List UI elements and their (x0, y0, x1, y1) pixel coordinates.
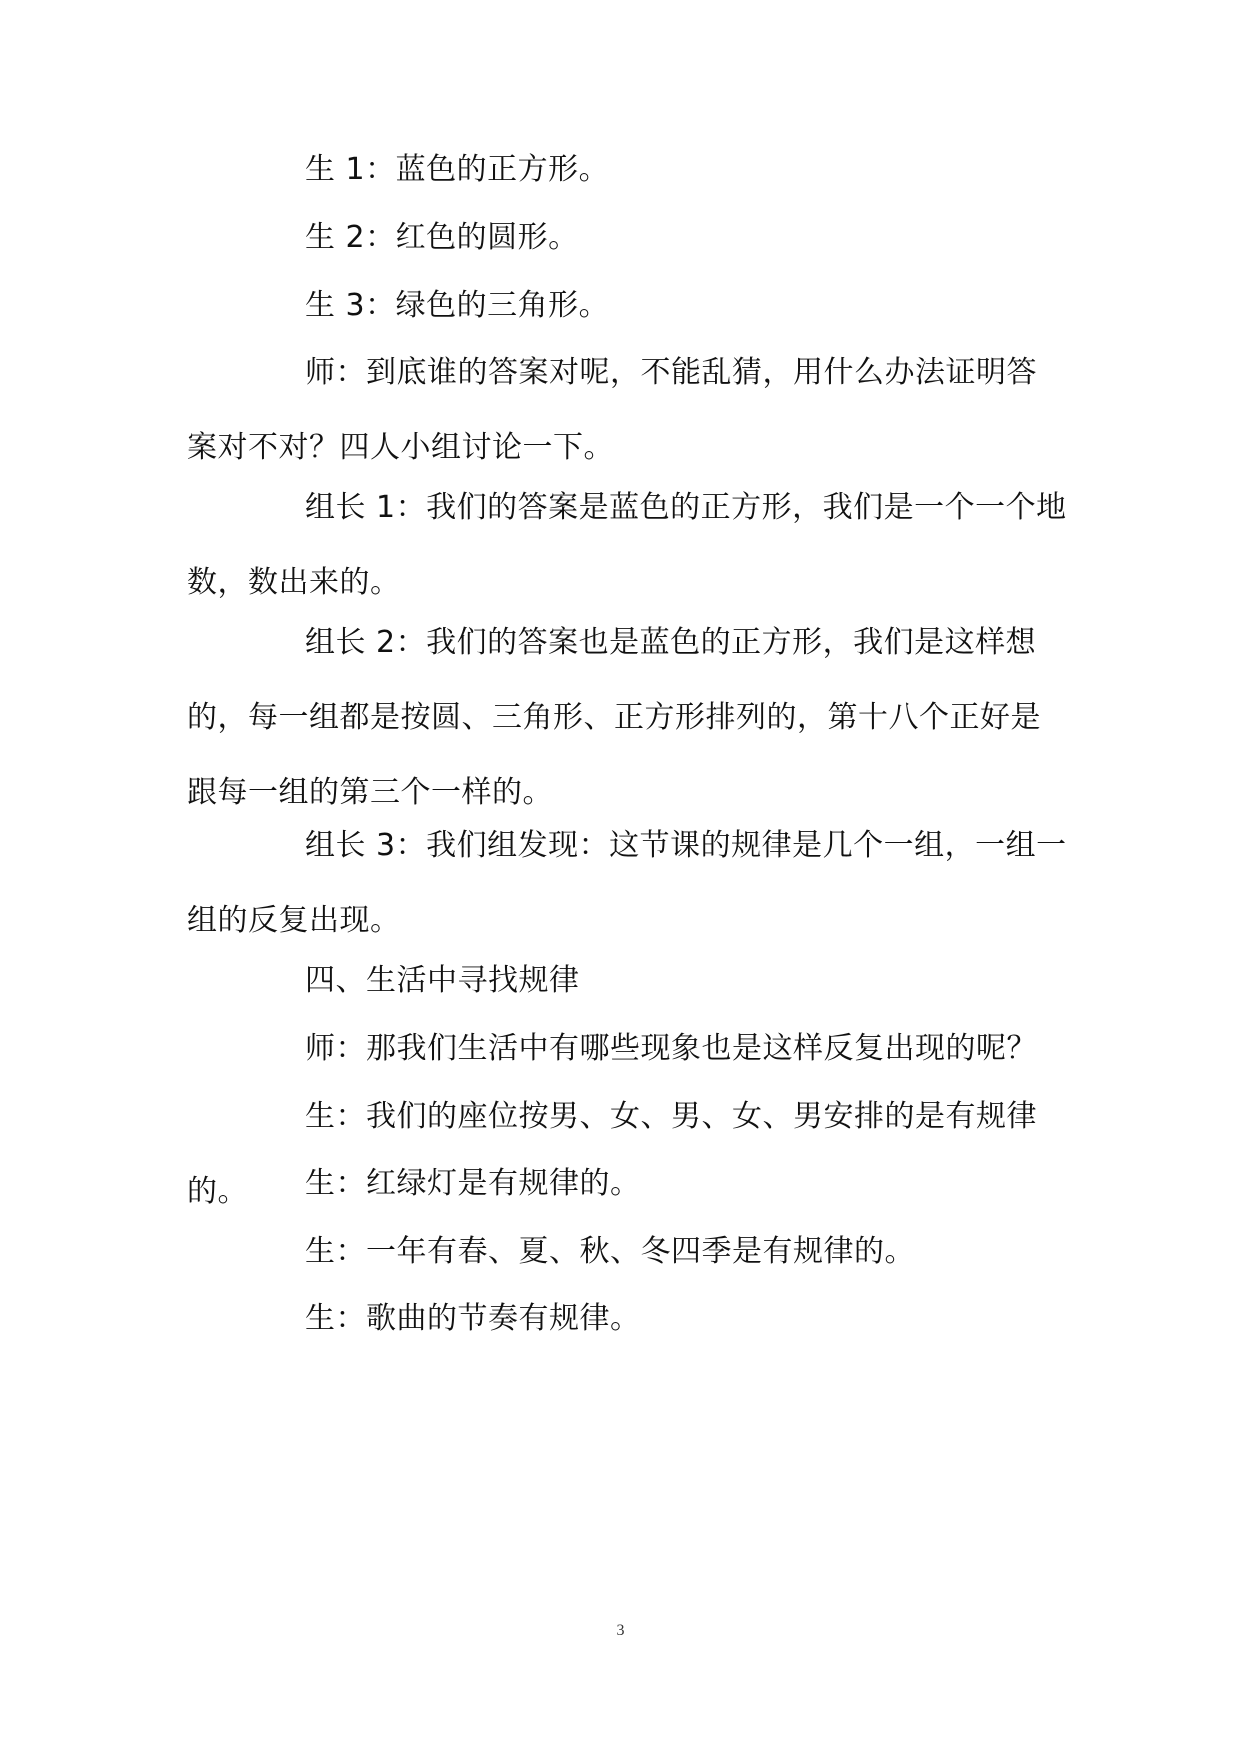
paragraph-7: 组长 3：我们组发现：这节课的规律是几个一组，一组一组的反复出现。 (187, 828, 1067, 938)
paragraph-6: 组长 2：我们的答案也是蓝色的正方形，我们是这样想的，每一组都是按圆、三角形、正方形排列的，第十八个正好是跟每一组的第三个一样的。 (187, 625, 1041, 810)
paragraph-9: 生：我们的座位按男、女、男、女、男安排的是有规律的。 (187, 1099, 1037, 1209)
paragraph-5: 组长 1：我们的答案是蓝色的正方形，我们是一个一个地数，数出来的。 (187, 490, 1067, 600)
paragraph-1: 生 1：蓝色的正方形。 (305, 152, 610, 187)
paragraph-4: 师：到底谁的答案对呢，不能乱猜，用什么办法证明答案对不对？四人小组讨论一下。 (187, 355, 1037, 465)
paragraph-3: 生 3：绿色的三角形。 (305, 288, 610, 323)
page-number: 3 (616, 1622, 625, 1639)
paragraph-8: 师：那我们生活中有哪些现象也是这样反复出现的呢？ (305, 1031, 1037, 1066)
paragraph-12: 生：歌曲的节奏有规律。 (305, 1301, 641, 1336)
paragraph-11: 生：一年有春、夏、秋、冬四季是有规律的。 (305, 1234, 915, 1269)
section-heading: 四、生活中寻找规律 (305, 963, 580, 998)
paragraph-10: 生：红绿灯是有规律的。 (305, 1166, 641, 1201)
paragraph-2: 生 2：红色的圆形。 (305, 220, 579, 255)
